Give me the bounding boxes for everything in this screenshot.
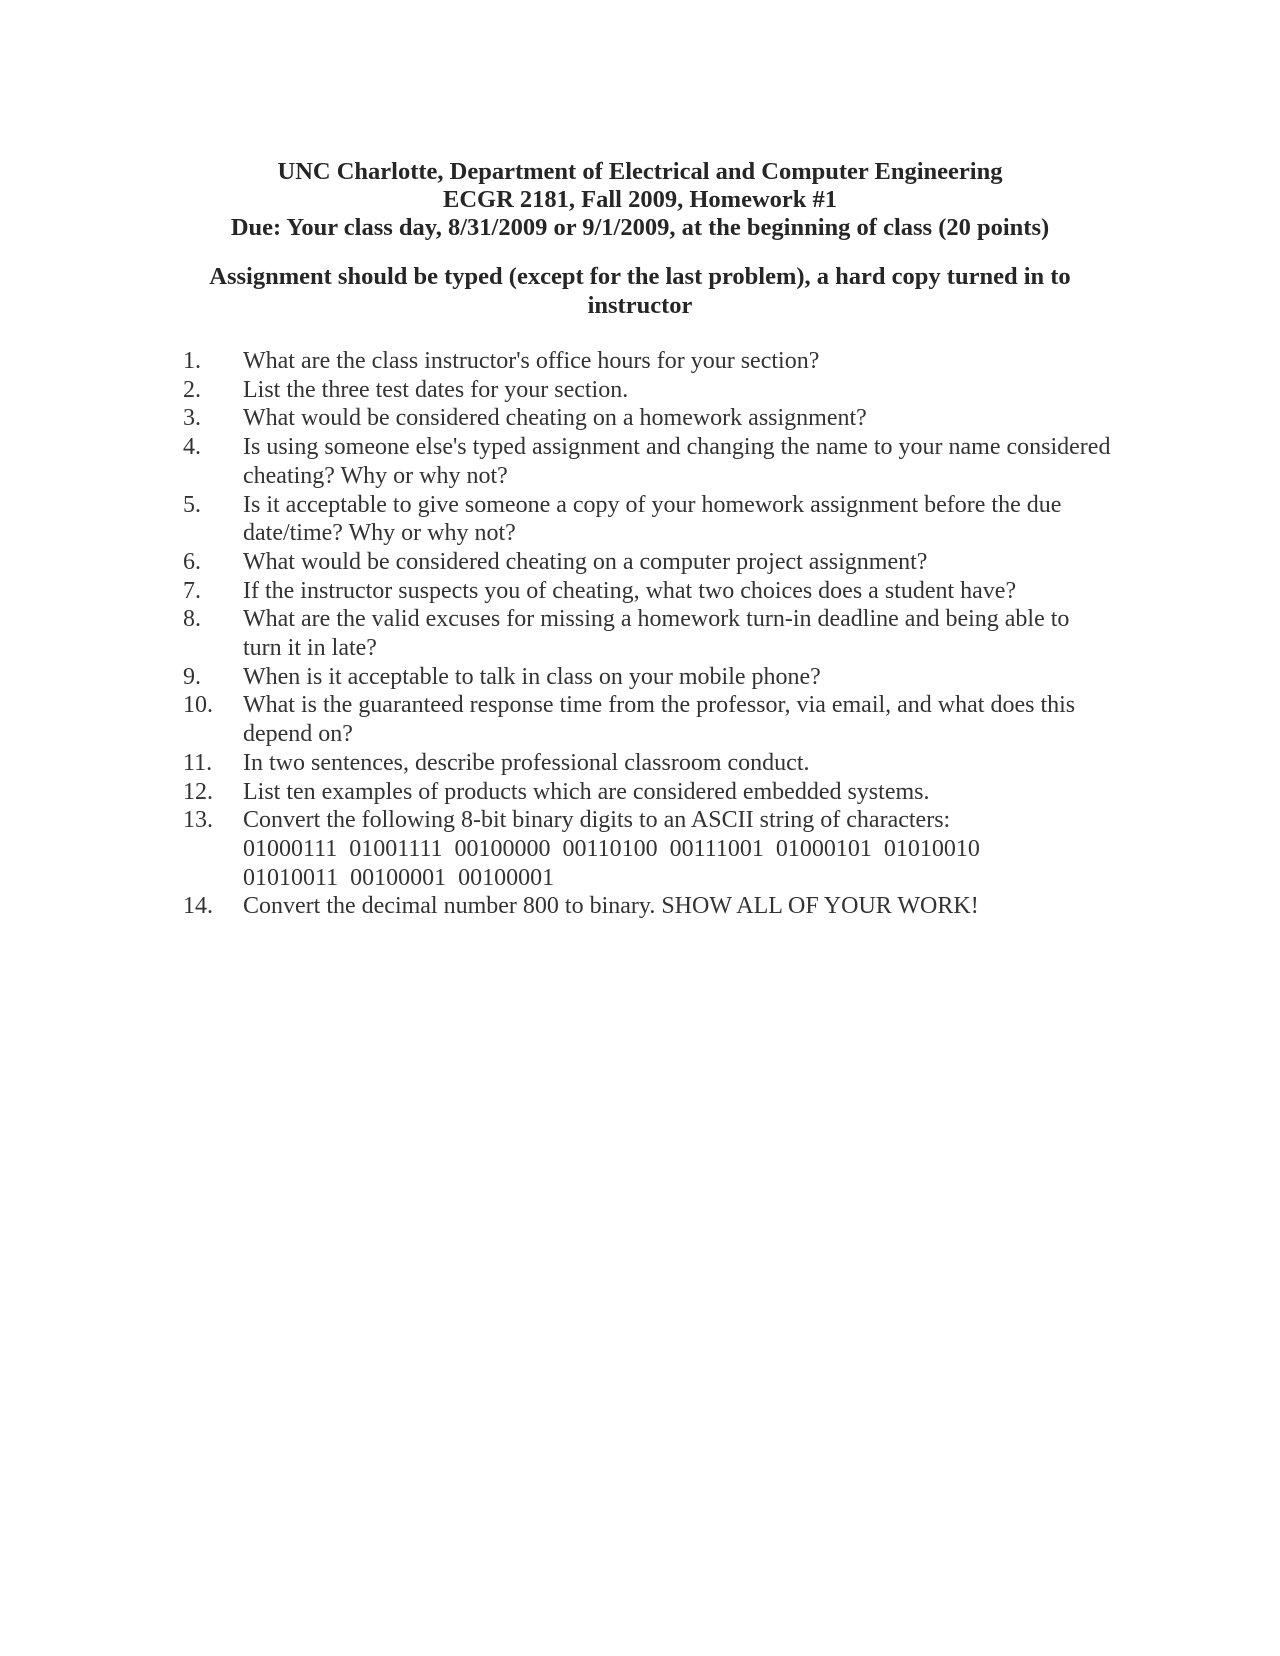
question-item [183, 806, 1113, 892]
question-item [183, 404, 1113, 433]
question-number: 9. [183, 663, 201, 690]
question-text: Is it acceptable to give someone a copy of your homework assignment before the due date/time? Why or why not? [243, 491, 1062, 547]
question-item [183, 433, 1113, 490]
question-list [183, 347, 1113, 921]
question-number: 5. [183, 491, 201, 518]
question-item [183, 347, 1113, 376]
question-text: Convert the decimal number 800 to binary. SHOW ALL OF YOUR WORK! [243, 893, 979, 920]
question-number: 2. [183, 376, 201, 403]
question-text: Is using someone else's typed assignment and changing the name to your name considered cheating? Why or why not? [243, 434, 1111, 489]
question-number: 6. [183, 548, 201, 575]
question-text: What is the guaranteed response time from the professor, via email, and what does this depend on? [243, 692, 1076, 748]
question-number: 11. [183, 749, 213, 776]
question-text: What would be considered cheating on a computer project assignment? [243, 548, 928, 575]
binary-digits-line-1: 01000111 01001111 00100000 00110100 00111001 01000101 01010010 [243, 835, 980, 862]
question-number: 14. [183, 893, 213, 920]
question-item [183, 691, 1113, 748]
question-item [183, 663, 1113, 692]
question-item [183, 605, 1113, 662]
question-number: 1. [183, 348, 201, 374]
question-item [183, 749, 1113, 778]
question-text: What are the class instructor's office hours for your section? [243, 348, 820, 374]
question-item [183, 376, 1113, 405]
header-due-date: Due: Your class day, 8/31/2009 or 9/1/2009, at the beginning of class (20 points) [230, 214, 1050, 241]
question-text: In two sentences, describe professional classroom conduct. [243, 749, 810, 776]
question-text: What are the valid excuses for missing a homework turn-in deadline and being able to turn it in late? [243, 606, 1070, 662]
question-number: 7. [183, 577, 201, 604]
question-number: 12. [183, 778, 213, 805]
question-body [243, 806, 1113, 892]
question-item [183, 577, 1113, 606]
question-text: Convert the following 8-bit binary digits to an ASCII string of characters: [243, 807, 951, 834]
question-number: 8. [183, 606, 201, 633]
question-item [183, 491, 1113, 548]
question-number: 10. [183, 692, 213, 719]
header-institution: UNC Charlotte, Department of Electrical and Computer Engineering [277, 158, 1003, 185]
question-item [183, 548, 1113, 577]
question-item [183, 892, 1113, 921]
question-text: If the instructor suspects you of cheating, what two choices does a student have? [243, 577, 1017, 604]
document-header [150, 158, 1130, 242]
question-text: List the three test dates for your section. [243, 376, 629, 403]
question-text: List ten examples of products which are considered embedded systems. [243, 778, 930, 805]
assignment-instructions: Assignment should be typed (except for the last problem), a hard copy turned in to instructor [209, 263, 1071, 319]
header-course: ECGR 2181, Fall 2009, Homework #1 [442, 186, 838, 213]
question-number: 3. [183, 405, 201, 432]
question-item [183, 778, 1113, 807]
question-text: When is it acceptable to talk in class on your mobile phone? [243, 663, 821, 690]
question-text: What would be considered cheating on a homework assignment? [243, 405, 867, 432]
question-number: 13. [183, 807, 213, 834]
binary-digits-line-2: 01010011 00100001 00100001 [243, 864, 555, 891]
question-number: 4. [183, 434, 201, 461]
